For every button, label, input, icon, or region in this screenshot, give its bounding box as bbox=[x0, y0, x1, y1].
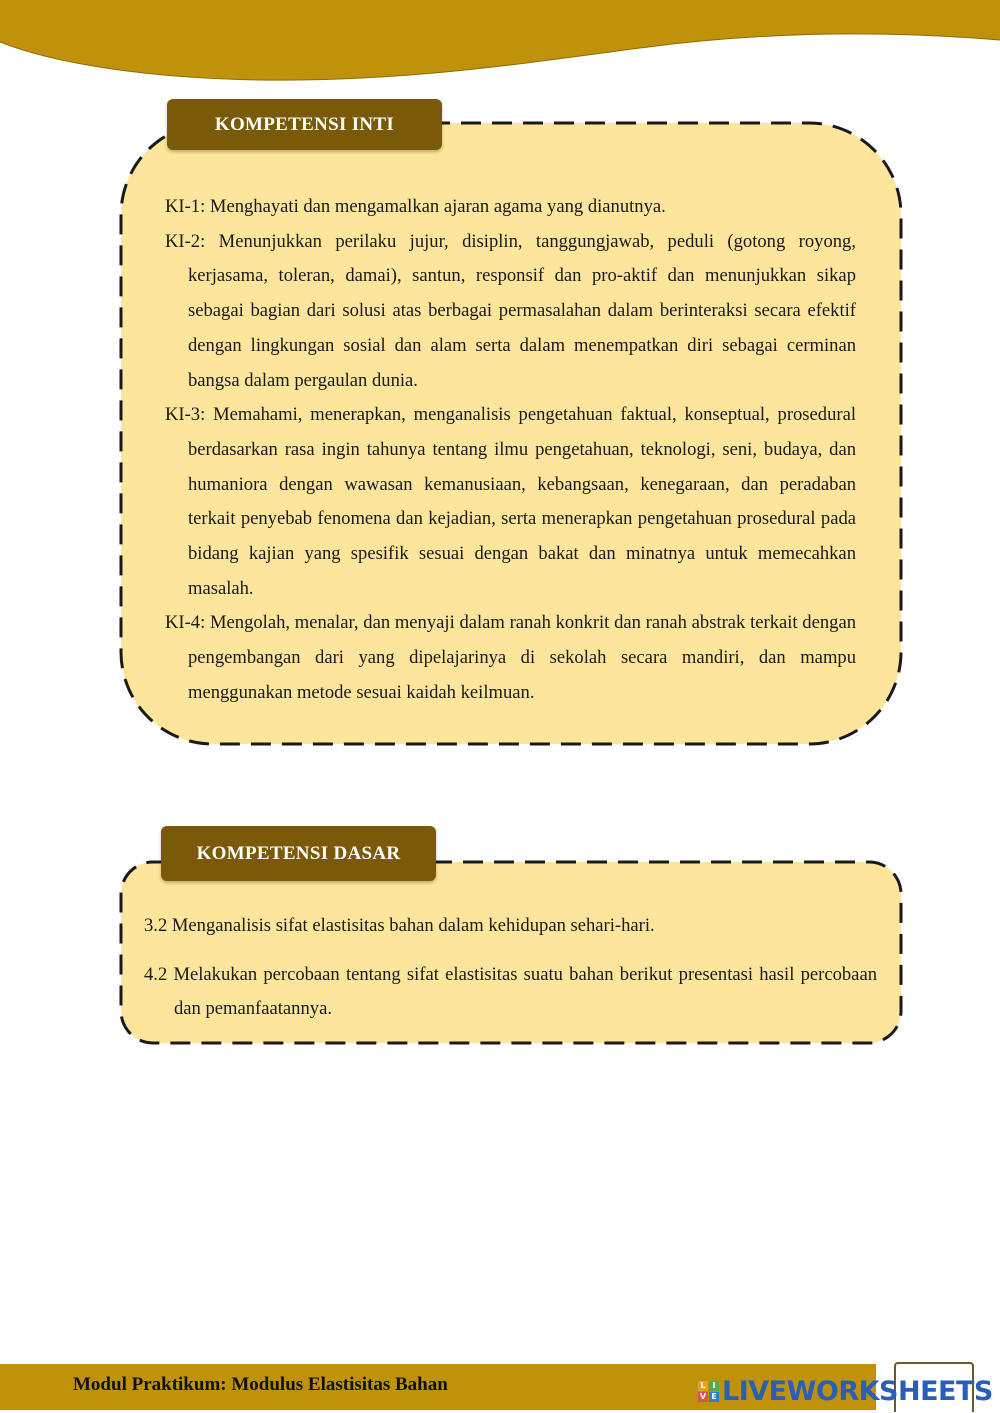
ki-item-2: KI-2: Menunjukkan perilaku jujur, disiplin, tanggungjawab, peduli (gotong royong, kerjasama, toleran, damai), santun, responsif dan pro-aktif dan menunjukkan sikap sebagai bagian dari solusi atas berbagai permasalahan dalam berinteraksi secara efektif dengan lingkungan sosial dan alam serta dalam menempatkan diri sebagai cerminan bangsa dalam pergaulan dunia. bbox=[165, 230, 856, 391]
kd-item-3-2: 3.2 Menganalisis sifat elastisitas bahan dalam kehidupan sehari-hari. bbox=[144, 915, 655, 936]
ki-item-1: KI-1: Menghayati dan mengamalkan ajaran agama yang dianutnya. bbox=[165, 196, 666, 217]
liveworksheets-brand-text: LIVEWORKSHEETS bbox=[722, 1376, 993, 1407]
ki-item-4: KI-4: Mengolah, menalar, dan menyaji dalam ranah konkrit dan ranah abstrak terkait dengan pengembangan dari yang dipelajarinya di sekolah secara mandiri, dan mampu menggunakan metode sesuai kaidah keilmuan. bbox=[165, 612, 856, 703]
footer-module-title: Modul Praktikum: Modulus Elastisitas Bahan bbox=[73, 1374, 448, 1395]
kompetensi-dasar-content bbox=[144, 909, 877, 1041]
kompetensi-inti-content bbox=[165, 190, 856, 711]
liveworksheets-logo-icon: L I V E bbox=[698, 1381, 719, 1402]
liveworksheets-watermark bbox=[698, 1376, 993, 1407]
kd-item-4-2: 4.2 Melakukan percobaan tentang sifat elastisitas suatu bahan berikut presentasi hasil percobaan dan pemanfaatannya. bbox=[144, 963, 877, 1020]
ki-item-3: KI-3: Memahami, menerapkan, menganalisis pengetahuan faktual, konseptual, prosedural berdasarkan rasa ingin tahunya tentang ilmu pengetahuan, teknologi, seni, budaya, dan humaniora dengan wawasan kemanusiaan, kebangsaan, kenegaraan, dan peradaban terkait penyebab fenomena dan kejadian, serta menerapkan pengetahuan prosedural pada bidang kajian yang spesifik sesuai dengan bakat dan minatnya untuk memecahkan masalah. bbox=[165, 404, 856, 599]
kompetensi-dasar-tab bbox=[161, 826, 436, 881]
kompetensi-dasar-title: KOMPETENSI DASAR bbox=[196, 842, 401, 864]
kompetensi-inti-tab bbox=[167, 99, 442, 150]
kompetensi-inti-title: KOMPETENSI INTI bbox=[214, 113, 395, 135]
